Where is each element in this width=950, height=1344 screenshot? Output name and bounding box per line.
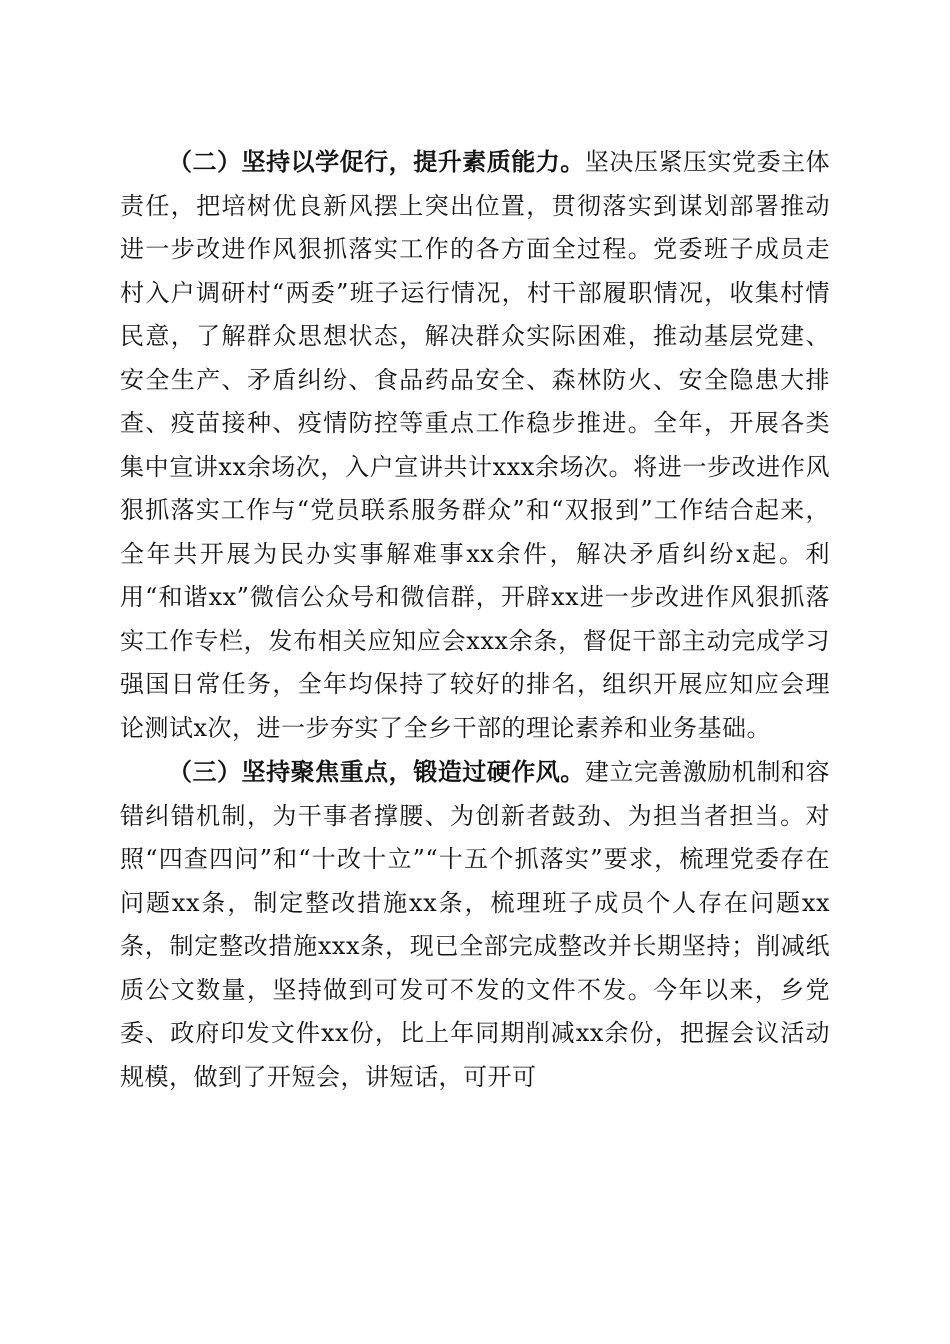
paragraph-text-3: 建立完善激励机制和容错纠错机制，为干事者撑腰、为创新者鼓劲、为担当者担当。对照“四查四问”和“十改十立”“十五个抓落实”要求，梳理党委存在问题xx条，制定整改措施xx条，梳理班子成员个人存在问题xx条，制定整改措施xxx条，现已全部完成整改并长期坚持；削减纸质公文数量，坚持做到可发可不发的文件不发。今年以来，乡党委、政府印发文件xx份，比上年同期削减xx余份，把握会议活动规模，做到了开短会，讲短话，可开可	[120, 758, 831, 1091]
document-body	[120, 140, 830, 1099]
paragraph-3	[120, 750, 830, 1099]
section-heading-3: （三）坚持聚焦重点，锻造过硬作风。	[168, 757, 585, 786]
paragraph-2	[120, 140, 830, 750]
section-heading-2: （二）坚持以学促行，提升素质能力。	[168, 147, 585, 176]
paragraph-text-2: 坚决压紧压实党委主体责任，把培树优良新风摆上突出位置，贯彻落实到谋划部署推动进一步改进作风狠抓落实工作的各方面全过程。党委班子成员走村入户调研村“两委”班子运行情况，村干部履职情况，收集村情民意，了解群众思想状态，解决群众实际困难，推动基层党建、安全生产、矛盾纠纷、食品药品安全、森林防火、安全隐患大排查、疫苗接种、疫情防控等重点工作稳步推进。全年，开展各类集中宣讲xx余场次，入户宣讲共计xxx余场次。将进一步改进作风狠抓落实工作与“党员联系服务群众”和“双报到”工作结合起来，全年共开展为民办实事解难事xx余件，解决矛盾纠纷x起。利用“和谐xx”微信公众号和微信群，开辟xx进一步改进作风狠抓落实工作专栏，发布相关应知应会xxx余条，督促干部主动完成学习强国日常任务，全年均保持了较好的排名，组织开展应知应会理论测试x次，进一步夯实了全乡干部的理论素养和业务基础。	[120, 148, 831, 742]
